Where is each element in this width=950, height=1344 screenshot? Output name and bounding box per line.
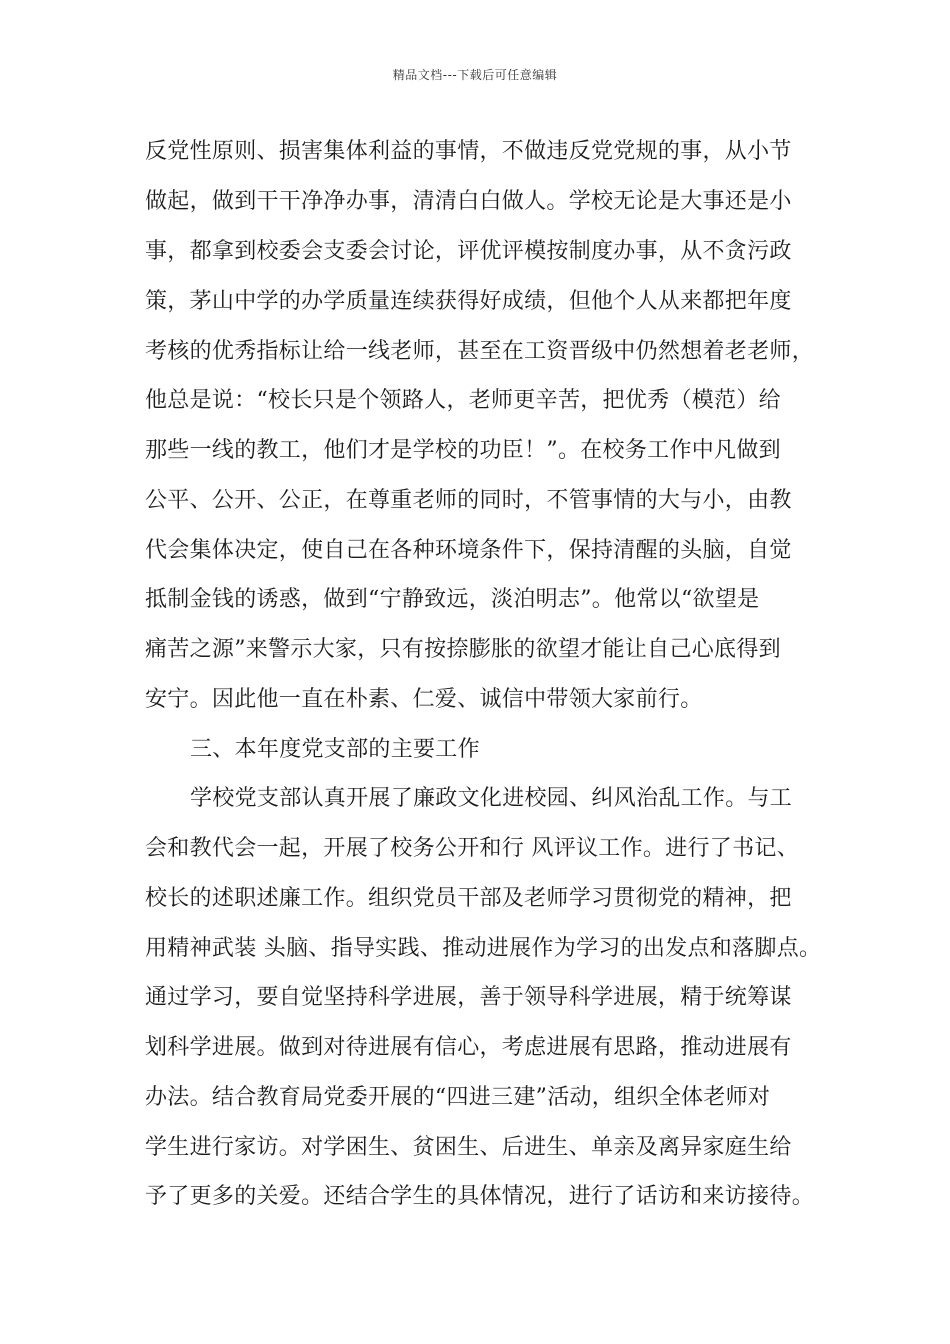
text-line: 学校党支部认真开展了廉政文化进校园、纠风治乱工作。与工 <box>190 786 793 811</box>
section-heading: 三、本年度党支部的主要工作 <box>190 737 480 762</box>
text-line: 抵制金钱的诱惑，做到“宁静致远，淡泊明志”。他常以“欲望是 <box>145 587 760 612</box>
text-line: 会和教代会一起，开展了校务公开和行 风评议工作。进行了书记、 <box>145 836 799 861</box>
text-line: 用精神武装 头脑、指导实践、推动进展作为学习的出发点和落脚点。 <box>145 936 822 961</box>
text-line: 做起，做到干干净净办事，清清白白做人。学校无论是大事还是小 <box>145 189 792 214</box>
text-line: 办法。结合教育局党委开展的“四进三建”活动，组织全体老师对 <box>145 1085 771 1110</box>
text-line: 他总是说：“校长只是个领路人，老师更辛苦，把优秀（模范）给 <box>145 388 781 413</box>
text-line: 通过学习，要自觉坚持科学进展，善于领导科学进展，精于统筹谋 <box>145 985 792 1010</box>
text-line: 予了更多的关爱。还结合学生的具体情况，进行了话访和来访接待。 <box>145 1184 815 1209</box>
page-header-note: 精品文档---下载后可任意编辑 <box>392 68 558 82</box>
text-line: 划科学进展。做到对待进展有信心，考虑进展有思路，推动进展有 <box>145 1035 792 1060</box>
text-line: 考核的优秀指标让给一线老师，甚至在工资晋级中仍然想着老老师， <box>145 339 815 364</box>
text-line: 公平、公开、公正，在尊重老师的同时，不管事情的大与小，由教 <box>145 488 792 513</box>
text-line: 事，都拿到校委会支委会讨论，评优评模按制度办事，从不贪污政 <box>145 239 792 264</box>
text-line: 安宁。因此他一直在朴素、仁爱、诚信中带领大家前行。 <box>145 687 703 712</box>
text-line: 策，茅山中学的办学质量连续获得好成绩，但他个人从来都把年度 <box>145 289 792 314</box>
text-line: 那些一线的教工，他们才是学校的功臣！”。在校务工作中凡做到 <box>145 438 781 463</box>
text-line: 校长的述职述廉工作。组织党员干部及老师学习贯彻党的精神，把 <box>145 886 792 911</box>
text-line: 反党性原则、损害集体利益的事情，不做违反党党规的事，从小节 <box>145 139 792 164</box>
text-line: 痛苦之源”来警示大家，只有按捺膨胀的欲望才能让自己心底得到 <box>145 637 781 662</box>
text-line: 代会集体决定，使自己在各种环境条件下，保持清醒的头脑，自觉 <box>145 538 792 563</box>
text-line: 学生进行家访。对学困生、贫困生、后进生、单亲及离异家庭生给 <box>145 1135 792 1160</box>
